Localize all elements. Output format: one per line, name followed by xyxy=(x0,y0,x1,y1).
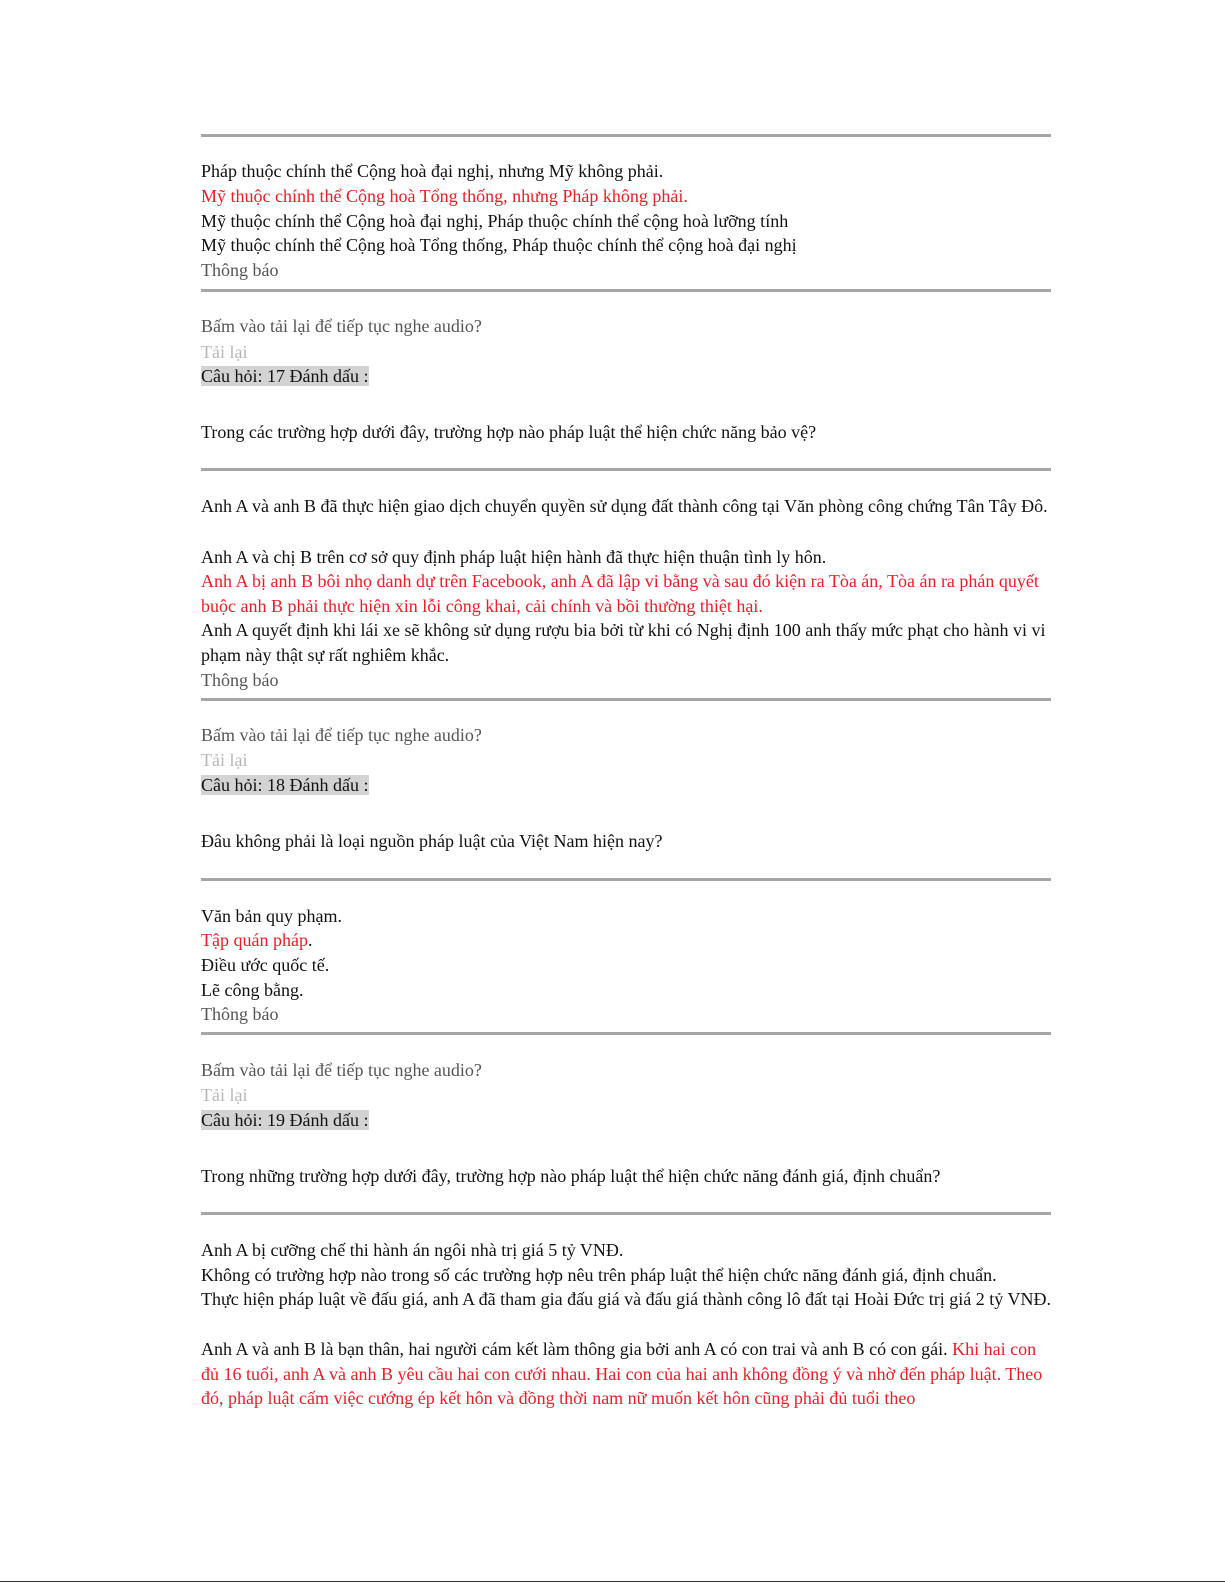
divider xyxy=(201,698,1051,701)
question-text: Đâu không phải là loại nguồn pháp luật của Việt Nam hiện nay? xyxy=(201,831,663,851)
answer-option-correct: Khi hai con đủ 16 tuổi, anh A và anh B yêu cầu hai con cưới nhau. Hai con của hai anh không đồng ý và nhờ đến pháp luật. Theo đó, pháp luật cấm việc cướng ép kết hôn và đồng thời nam nữ muốn kết hôn cũng phải đủ tuổi theo xyxy=(201,1339,1043,1408)
audio-prompt: Bấm vào tải lại để tiếp tục nghe audio? xyxy=(201,316,482,336)
answer-option-correct: Tập quán pháp xyxy=(201,930,308,950)
answer-option[interactable]: Anh A quyết định khi lái xe sẽ không sử dụng rượu bia bởi từ khi có Nghị định 100 anh thấy mức phạt cho hành vi vi phạm này thật sự rất nghiêm khắc. xyxy=(201,620,1046,665)
answer-option[interactable]: Anh A bị cưỡng chế thi hành án ngôi nhà trị giá 5 tỷ VNĐ. xyxy=(201,1240,624,1260)
answer-option[interactable] xyxy=(201,1337,1051,1411)
divider xyxy=(201,1212,1051,1215)
notice-label: Thông báo xyxy=(201,1004,279,1024)
divider xyxy=(201,468,1051,471)
divider xyxy=(201,134,1051,137)
notice-label: Thông báo xyxy=(201,670,279,690)
divider xyxy=(201,878,1051,881)
question-header: Câu hỏi: 19 Đánh dấu : xyxy=(201,1110,369,1130)
question-header: Câu hỏi: 17 Đánh dấu : xyxy=(201,366,369,386)
reload-link[interactable]: Tải lại xyxy=(201,750,248,770)
divider xyxy=(201,1032,1051,1035)
answer-option[interactable]: Mỹ thuộc chính thể Cộng hoà Tổng thống, Pháp thuộc chính thể cộng hoà đại nghị xyxy=(201,235,797,255)
notice-label: Thông báo xyxy=(201,260,279,280)
answer-option-correct[interactable]: Anh A bị anh B bôi nhọ danh dự trên Facebook, anh A đã lập vi bằng và sau đó kiện ra Tòa án, Tòa án ra phán quyết buộc anh B phải thực hiện xin lỗi công khai, cải chính và bồi thường thiệt hại. xyxy=(201,571,1039,616)
divider xyxy=(201,289,1051,292)
answer-option[interactable]: Anh A và chị B trên cơ sở quy định pháp luật hiện hành đã thực hiện thuận tình ly hôn. xyxy=(201,547,827,567)
answer-option[interactable]: Anh A và anh B đã thực hiện giao dịch chuyển quyền sử dụng đất thành công tại Văn phòng công chứng Tân Tây Đô. xyxy=(201,496,1048,516)
answer-option[interactable] xyxy=(201,928,1051,953)
answer-option[interactable]: Thực hiện pháp luật về đấu giá, anh A đã tham gia đấu giá và đấu giá thành công lô đất tại Hoài Đức trị giá 2 tỷ VNĐ. xyxy=(201,1289,1051,1309)
answer-period: . xyxy=(307,930,313,950)
answer-option[interactable]: Lẽ công bằng. xyxy=(201,980,304,1000)
answer-option-text: Anh A và anh B là bạn thân, hai người cám kết làm thông gia bởi anh A có con trai và anh B có con gái. xyxy=(201,1339,953,1359)
audio-prompt: Bấm vào tải lại để tiếp tục nghe audio? xyxy=(201,1060,482,1080)
reload-link[interactable]: Tải lại xyxy=(201,342,248,362)
answer-option[interactable]: Không có trường hợp nào trong số các trường hợp nêu trên pháp luật thể hiện chức năng đánh giá, định chuẩn. xyxy=(201,1265,997,1285)
question-text: Trong những trường hợp dưới đây, trường hợp nào pháp luật thể hiện chức năng đánh giá, định chuẩn? xyxy=(201,1166,941,1186)
question-text: Trong các trường hợp dưới đây, trường hợp nào pháp luật thể hiện chức năng bảo vệ? xyxy=(201,422,817,442)
answer-option[interactable]: Văn bản quy phạm. xyxy=(201,906,342,926)
answer-option[interactable]: Pháp thuộc chính thể Cộng hoà đại nghị, nhưng Mỹ không phải. xyxy=(201,161,664,181)
answer-option[interactable]: Mỹ thuộc chính thể Cộng hoà đại nghị, Pháp thuộc chính thể cộng hoà lưỡng tính xyxy=(201,211,789,231)
answer-option-correct[interactable]: Mỹ thuộc chính thể Cộng hoà Tổng thống, nhưng Pháp không phải. xyxy=(201,186,688,206)
page-bottom-border xyxy=(0,1581,1225,1582)
answer-option[interactable]: Điều ước quốc tế. xyxy=(201,955,330,975)
reload-link[interactable]: Tải lại xyxy=(201,1085,248,1105)
audio-prompt: Bấm vào tải lại để tiếp tục nghe audio? xyxy=(201,725,482,745)
question-header: Câu hỏi: 18 Đánh dấu : xyxy=(201,775,369,795)
